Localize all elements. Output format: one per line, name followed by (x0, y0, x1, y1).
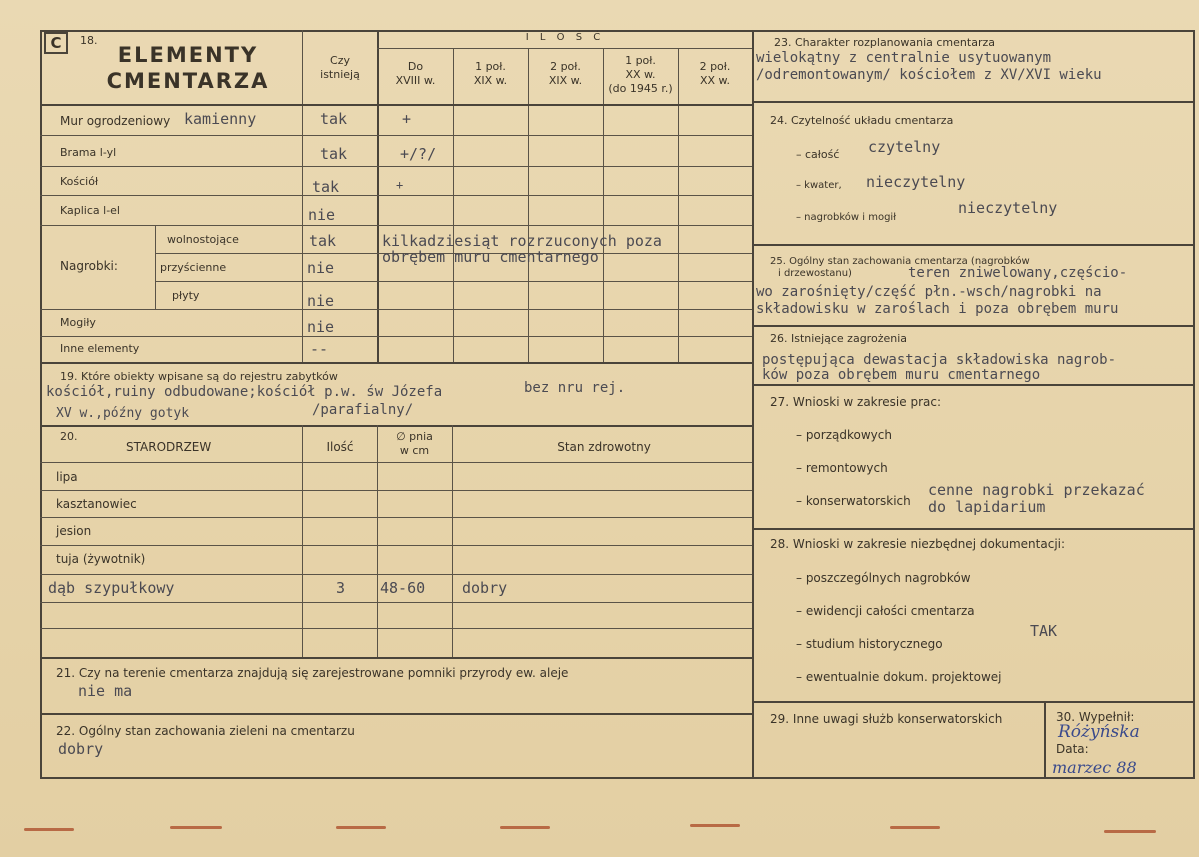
row-exists-wolnostojace: tak (309, 232, 337, 250)
section-24-label: 24. Czytelność układu cmentarza (770, 114, 954, 127)
tree-row-dab-name: dąb szypułkowy (48, 579, 175, 597)
section-19-label: 19. Które obiekty wpisane są do rejestru zabytków (60, 370, 338, 383)
row-label-kaplica: Kaplica l-el (60, 204, 120, 217)
section-27-item-porzadkowe: – porządkowych (796, 428, 892, 442)
section-23-label: 23. Charakter rozplanowania cmentarza (774, 36, 995, 49)
row-exists-inne: -- (310, 340, 329, 358)
section-27-label: 27. Wnioski w zakresie prac: (770, 395, 942, 409)
section-23-line1: wielokątny z centralnie usytuowanym (756, 50, 1052, 66)
tree-row-dab-diameter: 48-60 (380, 579, 426, 597)
section-28-item-studium-value: TAK (1030, 622, 1058, 640)
section-22-label: 22. Ogólny stan zachowania zieleni na cmentarzu (56, 724, 355, 738)
section-18-header-box-letter: C (44, 32, 68, 54)
section-19-line1b: bez nru rej. (524, 380, 626, 396)
stitch-mark (690, 824, 740, 827)
section-24-kwater-value: nieczytelny (866, 173, 966, 191)
row-exists-mur: tak (320, 110, 348, 128)
section-28-item-nagrobki: – poszczególnych nagrobków (796, 571, 971, 585)
stitch-mark (890, 826, 940, 829)
tree-row-dab-health: dobry (462, 579, 508, 597)
period-header-4: 1 poł. XX w. (do 1945 r.) (608, 54, 673, 95)
row-label-mogily: Mogiły (60, 316, 96, 329)
section-27-item-remontowe: – remontowych (796, 461, 888, 475)
tree-row-tuja: tuja (żywotnik) (56, 552, 146, 566)
section-25-label-line1: 25. Ogólny stan zachowania cmentarza (nagrobków (770, 256, 1030, 267)
section-22-value: dobry (58, 740, 104, 758)
section-24-nagrobkow-value: nieczytelny (958, 199, 1058, 217)
row-sublabel-przyscienne: przyścienne (160, 261, 227, 274)
tree-row-lipa: lipa (56, 470, 78, 484)
row-exists-brama: tak (320, 145, 348, 163)
section-30-label: 30. Wypełnił: (1056, 710, 1135, 724)
row-label-kosciol: Kościół (60, 175, 99, 188)
stitch-mark (24, 828, 74, 831)
section-28-item-projektowa: – ewentualnie dokum. projektowej (796, 670, 1002, 684)
section-28-label: 28. Wnioski w zakresie niezbędnej dokumentacji: (770, 537, 1066, 551)
period-header-5: 2 poł. XX w. (699, 60, 731, 87)
section-18-title: ELEMENTY CMENTARZA (106, 43, 270, 93)
section-26-label: 26. Istniejące zagrożenia (770, 332, 908, 345)
col-header-exists: Czy istnieją (320, 54, 360, 81)
col-header-tree-ilosc: Ilość (326, 440, 354, 454)
col-header-tree-health: Stan zdrowotny (557, 440, 651, 454)
row-label-brama: Brama l-yl (60, 146, 117, 159)
section-24-kwater-label: – kwater, (796, 180, 842, 191)
section-25-value-line1: teren zniwelowany,częścio- (908, 265, 1128, 281)
section-28-item-ewidencja: – ewidencji całości cmentarza (796, 604, 975, 618)
stitch-mark (170, 826, 222, 829)
section-30-date-label: Data: (1056, 742, 1089, 756)
row-value-mur-type: kamienny (184, 110, 257, 128)
row-label-mur: Mur ogrodzeniowy (60, 114, 171, 128)
section-19-line1: kościół,ruiny odbudowane;kościół p.w. św Józefa (46, 384, 443, 400)
section-18-number: 18. (80, 34, 98, 47)
stitch-mark (500, 826, 550, 829)
stitch-mark (1104, 830, 1156, 833)
row-exists-kaplica: nie (308, 206, 336, 224)
row-sublabel-plyty: płyty (172, 289, 200, 302)
row-qty-mur: + (402, 110, 412, 128)
section-23-line2: /odremontowanym/ kościołem z XV/XVI wieku (756, 67, 1102, 83)
stitch-mark (336, 826, 386, 829)
section-27-item-konserwatorskie: – konserwatorskich (796, 494, 911, 508)
section-20-title: STARODRZEW (126, 440, 212, 454)
row-sublabel-wolnostojace: wolnostojące (167, 233, 239, 246)
row-exists-plyty: nie (307, 292, 335, 310)
row-exists-kosciol: tak (312, 178, 340, 196)
section-21-label: 21. Czy na terenie cmentarza znajdują się zarejestrowane pomniki przyrody ew. aleje (56, 666, 569, 680)
row-label-nagrobki: Nagrobki: (60, 259, 118, 273)
section-19-line2: /parafialny/ (312, 402, 414, 418)
period-header-1: Do XVIII w. (395, 60, 436, 87)
section-24-calosc-label: – całość (796, 148, 840, 161)
section-25-value-line3: składowisku w zaroślach i poza obrębem muru (756, 301, 1119, 317)
section-24-nagrobkow-label: – nagrobków i mogił (796, 212, 897, 223)
section-27-value-line1: cenne nagrobki przekazać (928, 481, 1145, 499)
col-header-tree-diameter: ∅ pnia w cm (396, 430, 433, 457)
row-label-inne: Inne elementy (60, 342, 140, 355)
section-28-item-studium: – studium historycznego (796, 637, 943, 651)
col-header-ilosc: I L O Ś Ć (525, 32, 605, 43)
row-exists-przyscienne: nie (307, 259, 335, 277)
row-exists-mogily: nie (307, 318, 335, 336)
row-qty-brama: +/?/ (400, 145, 437, 163)
nagrobki-note-line1: kilkadziesiąt rozrzuconych poza (382, 232, 662, 250)
tree-row-jesion: jesion (56, 524, 92, 538)
tree-row-kasztanowiec: kasztanowiec (56, 497, 137, 511)
period-header-2: 1 poł. XIX w. (473, 60, 508, 87)
section-20-number: 20. (60, 430, 78, 443)
period-header-3: 2 poł. XIX w. (548, 60, 583, 87)
row-qty-kosciol: + (396, 178, 404, 192)
section-30-signature: Różyńska (1058, 722, 1140, 742)
section-25-value-line2: wo zarośnięty/część płn.-wsch/nagrobki na (756, 284, 1102, 300)
section-29-label: 29. Inne uwagi służb konserwatorskich (770, 712, 1003, 726)
section-30-date-value: marzec 88 (1052, 758, 1137, 777)
section-26-line2: ków poza obrębem muru cmentarnego (762, 367, 1041, 383)
tree-row-dab-count: 3 (336, 579, 346, 597)
nagrobki-note-line2: obrębem muru cmentarnego (382, 248, 599, 266)
section-21-value: nie ma (78, 682, 133, 700)
section-27-value-line2: do lapidarium (928, 498, 1046, 516)
section-26-line1: postępująca dewastacja składowiska nagrob- (762, 352, 1117, 368)
section-19-line3: XV w.,późny gotyk (56, 406, 190, 421)
section-25-label-line2: i drzewostanu) (778, 268, 852, 279)
section-24-calosc-value: czytelny (868, 138, 941, 156)
